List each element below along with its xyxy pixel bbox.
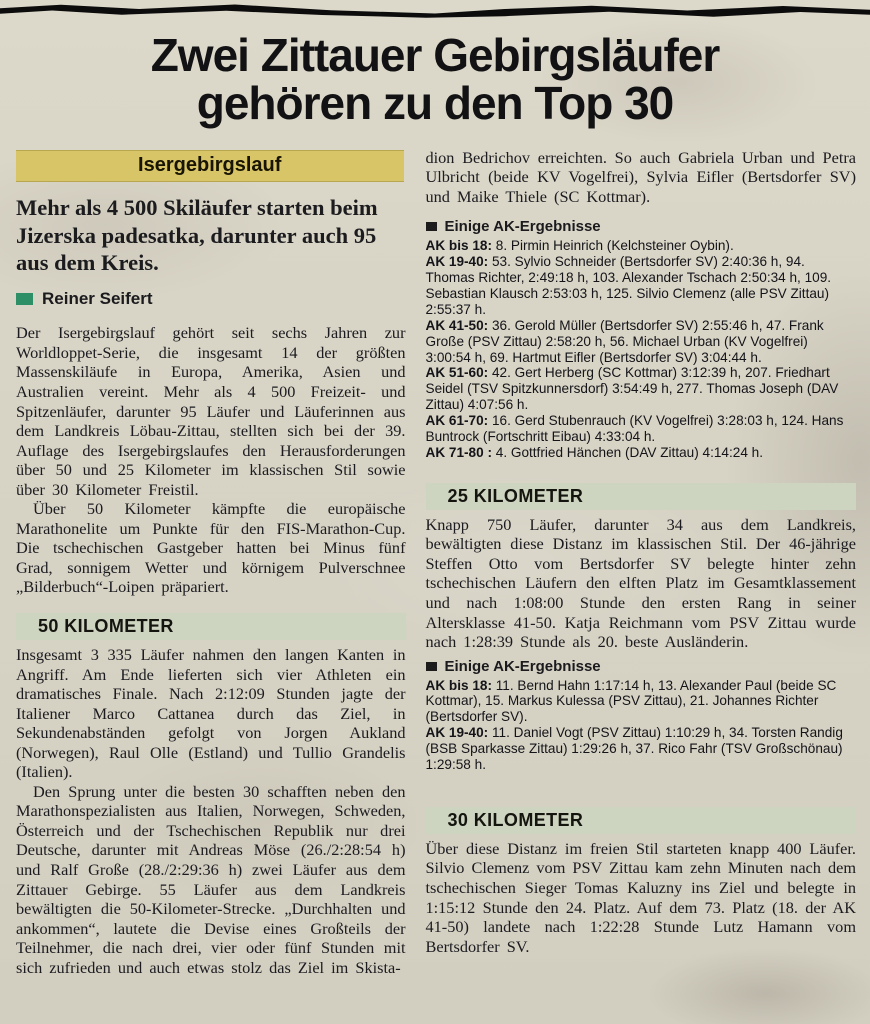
result-detail: 8. Pirmin Heinrich (Kelchsteiner Oybin).	[491, 238, 734, 254]
body-paragraph-3: Insgesamt 3 335 Läufer nahmen den langen Kanten in Angriff. Am Ende lieferten sich vier Athleten ein dramatisches Finale. Nach 2:12:09 Stunden jagte der Italiener Marco Cattanea durch das Ziel, in Sekundenabständen gefolgt von Jorgen Aukland (Norwegen), Raul Olle (Estland) und Tullio Grandelis (Italien).	[16, 644, 406, 782]
result-line	[426, 413, 857, 445]
result-line	[426, 254, 857, 318]
result-age-group: AK 19-40:	[425, 725, 489, 741]
result-detail: 42. Gert Herberg (SC Kottmar) 3:12:39 h, 207. Friedhart Seidel (TSV Spitzkunnersdorf) 3:54:49 h, 277. Thomas Joseph (DAV Zittau) 4:07:56 h.	[425, 365, 839, 413]
results-50km	[426, 218, 857, 460]
section-header-50km: 50 KILOMETER	[16, 613, 406, 640]
result-detail: 4. Gottfried Hänchen (DAV Zittau) 4:14:24 h.	[491, 444, 763, 460]
result-age-group: AK 19-40:	[425, 254, 489, 270]
result-age-group: AK bis 18:	[425, 677, 492, 693]
result-age-group: AK 41-50:	[425, 317, 489, 333]
result-line	[426, 445, 857, 461]
section-header-25km: 25 KILOMETER	[426, 483, 857, 510]
results-25km	[426, 658, 857, 773]
result-line	[426, 318, 857, 366]
results-25km-title: Einige AK-Ergebnisse	[444, 657, 601, 675]
results-50km-title: Einige AK-Ergebnisse	[444, 218, 601, 236]
headline-line1: Zwei Zittauer Gebirgsläufer	[150, 29, 720, 81]
result-line	[426, 365, 857, 413]
scan-top-torn-edge	[0, 3, 870, 18]
result-age-group: AK bis 18:	[425, 238, 492, 254]
body-paragraph-4: Den Sprung unter die besten 30 schafften neben den Marathonspezialisten aus Italien, Norwegen, Schweden, Österreich und der Tschechischen Republik nur drei Deutsche, darunter mit Andreas Möse (26./2:28:54 h) und Ralf Große (28./2:29:36 h) zwei Läufer aus dem Zittauer Gebirge. 55 Läufer aus dem Landkreis bewältigten die 50-Kilometer-Strecke. „Durchhalten und ankommen“, lautete die Devise eines Großteils der Teilnehmer, die nach drei, vier oder fünf Stunden mit sich zufrieden und auch etwas stolz das Ziel im Skista-	[16, 781, 406, 977]
result-line	[426, 678, 857, 726]
lead-paragraph: Mehr als 4 500 Skiläufer starten beim Jizerska padesatka, darunter auch 95 aus dem Kreis.	[16, 194, 378, 276]
body-paragraph-1: Der Isergebirgslauf gehört seit sechs Jahren zur Worldloppet-Serie, die insgesamt 14 der größten Massenskiläufe in Europa, Amerika, Asien und Australien vereint. Mehr als 4 500 Freizeit- und Spitzenläufer, darunter 95 Läufer und Läuferinnen aus dem Landkreis Löbau-Zittau, stellten sich bei der 39. Auflage des Isergebirgslaufes den Herausforderungen über 50 und 25 Kilometer im klassischen Stil sowie über 30 Kilometer Freistil.	[16, 323, 406, 499]
article-columns	[0, 138, 870, 978]
left-column	[16, 148, 406, 978]
kicker-label: Isergebirgslauf	[138, 153, 282, 176]
body-paragraph-25km: Knapp 750 Läufer, darunter 34 aus dem Landkreis, bewältigten diese Distanz im klassischen Stil. Der 46-jährige Steffen Otto vom Bertsdorfer SV belegte hinter zehn tschechischen Läufern den elften Platz im Gesamtklassement und nach 1:08:00 Stunde den ersten Rang in seiner Altersklasse 41-50. Katja Reichmann vom PSV Zittau wurde nach 1:28:39 Stunde als 20. beste Ausländerin.	[425, 514, 856, 652]
results-square-icon	[426, 662, 437, 671]
byline	[16, 289, 406, 309]
byline-square-icon	[16, 293, 33, 305]
body-paragraph-30km: Über diese Distanz im freien Stil starteten knapp 400 Läufer. Silvio Clemenz vom PSV Zittau kam zehn Minuten nach dem tschechischen Sieger Tomas Kaluzny ins Ziel und belegte in 1:15:12 Stunde den 24. Platz. Auf dem 73. Platz (18. der AK 41-50) landete nach 1:22:28 Stunde Lutz Hamann vom Bertsdorfer SV.	[425, 838, 857, 956]
article-headline	[10, 29, 860, 129]
kicker-bar	[16, 150, 404, 182]
result-detail: 36. Gerold Müller (Bertsdorfer SV) 2:55:46 h, 47. Frank Große (PSV Zittau) 2:58:20 h, 56. Michael Urban (KV Vogelfrei) 3:00:54 h, 69. Hartmut Eifler (Bertsdorfer SV) 3:04:44 h.	[425, 317, 824, 365]
result-age-group: AK 61-70:	[425, 413, 489, 429]
result-age-group: AK 71-80 :	[425, 444, 492, 460]
results-25km-header	[426, 658, 857, 675]
results-50km-header	[426, 218, 857, 235]
result-detail: 16. Gerd Stubenrauch (KV Vogelfrei) 3:28:03 h, 124. Hans Buntrock (Fortschritt Eibau) 4:33:04 h.	[425, 413, 844, 444]
result-age-group: AK 51-60:	[425, 365, 489, 381]
headline-line2: gehören zu den Top 30	[196, 76, 674, 129]
result-detail: 11. Daniel Vogt (PSV Zittau) 1:10:29 h, 34. Torsten Randig (BSB Sparkasse Zittau) 1:29:26 h, 37. Rico Fahr (TSV Großschönau) 1:29:58 h.	[425, 725, 843, 773]
result-line	[426, 238, 857, 254]
body-paragraph-2: Über 50 Kilometer kämpfte die europäische Marathonelite um Punkte für den FIS-Marathon-Cup. Die tschechischen Gastgeber hatten bei Minus fünf Grad, sonnigem Wetter und körnigem Pulverschnee „Bilderbuch“-Loipen präpariert.	[16, 499, 406, 597]
result-detail: 11. Bernd Hahn 1:17:14 h, 13. Alexander Paul (beide SC Kottmar), 15. Markus Kulessa (PSV Zittau), 21. Johannes Richter (Bertsdorfer SV).	[425, 677, 837, 725]
body-paragraph-continuation: dion Bedrichov erreichten. So auch Gabriela Urban und Petra Ulbricht (beide KV Vogelfrei), Sylvia Eifler (Bertsdorfer SV) und Maike Thiele (SC Kottmar).	[425, 147, 856, 206]
byline-name: Reiner Seifert	[42, 289, 153, 309]
result-line	[426, 725, 857, 773]
results-square-icon	[426, 222, 437, 231]
right-column	[426, 148, 857, 978]
section-header-30km: 30 KILOMETER	[426, 807, 857, 834]
result-detail: 53. Sylvio Schneider (Bertsdorfer SV) 2:40:36 h, 94. Thomas Richter, 2:49:18 h, 103. Alexander Tschach 2:50:34 h, 109. Sebastian Klausch 2:53:03 h, 125. Silvio Clemenz (alle PSV Zittau) 2:55:37 h.	[425, 254, 832, 317]
